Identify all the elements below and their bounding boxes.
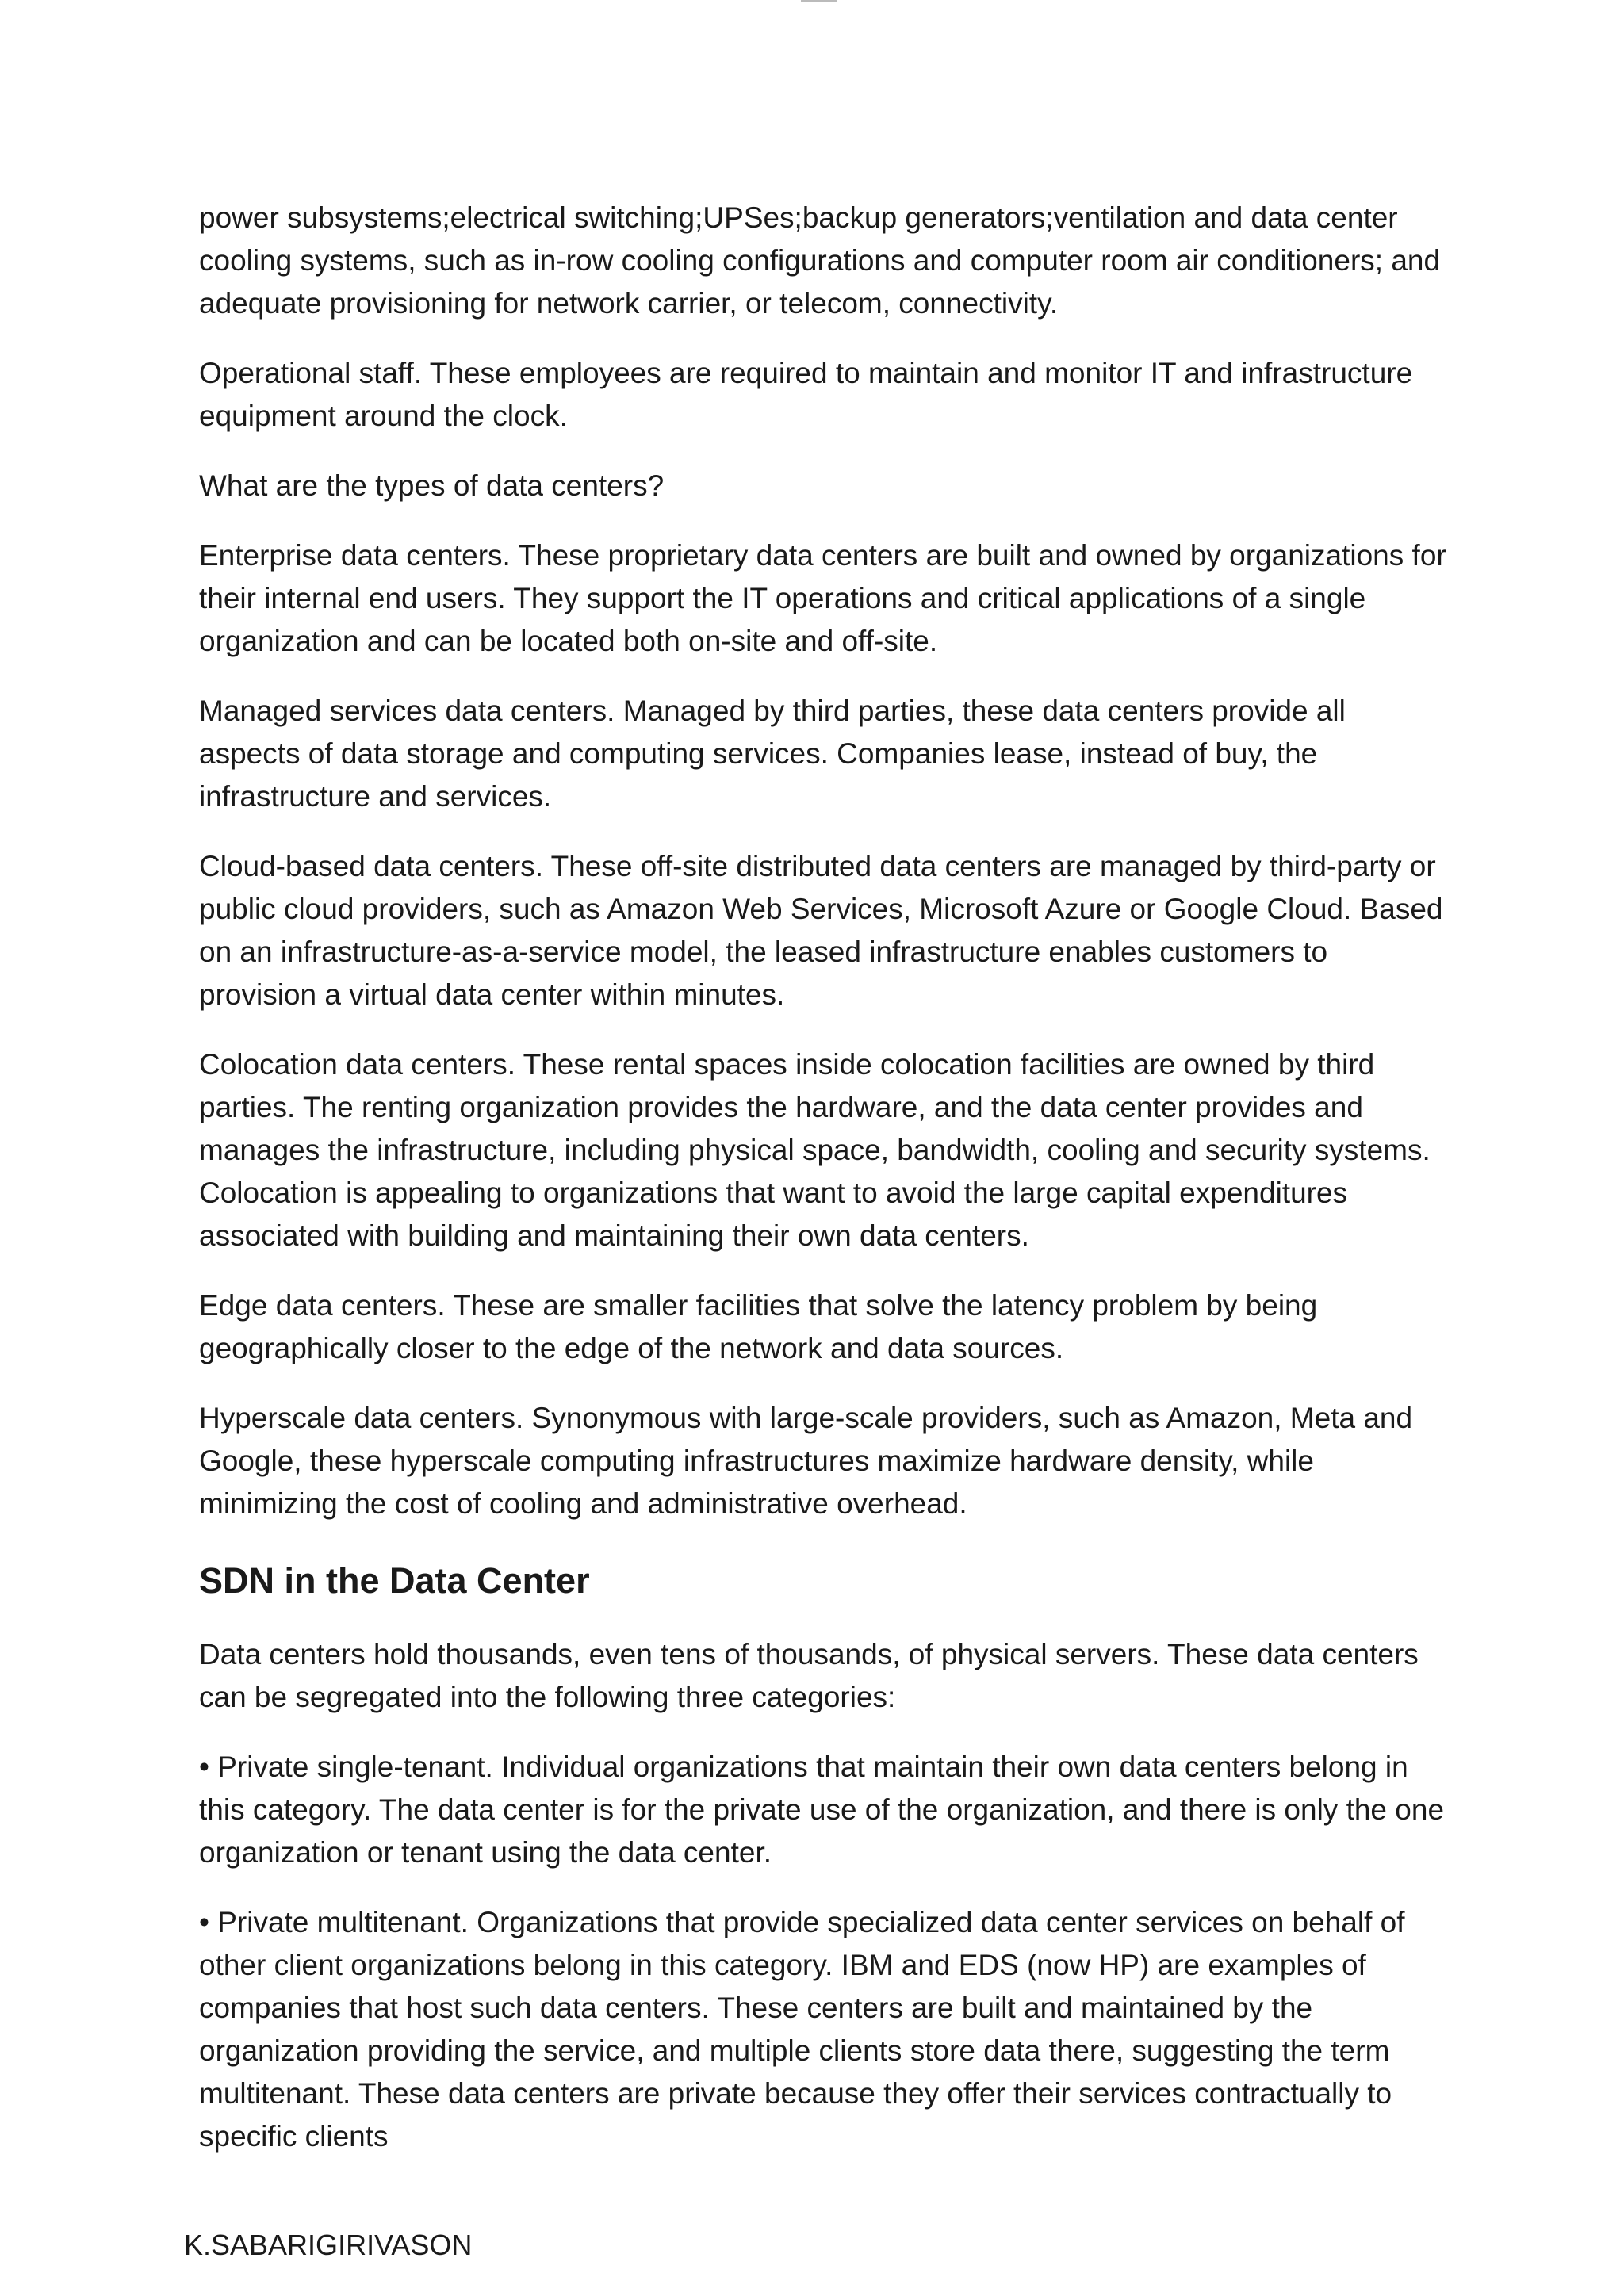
paragraph-managed-services: Managed services data centers. Managed by third parties, these data centers provide all aspects of data storage and computing services. Companies lease, instead of buy, the infrastructure and services.	[199, 695, 1346, 813]
document-body	[199, 197, 1448, 2185]
paragraph-colocation: Colocation data centers. These rental spaces inside colocation facilities are owned by third parties. The renting organization provides the hardware, and the data center provides and manages the infrastructure, including physical space, bandwidth, cooling and security systems. Colocation is appealing to organizations that want to avoid the large capital expenditures associated with building and maintaining their own data centers.	[199, 1048, 1431, 1252]
paragraph-enterprise-data-centers: Enterprise data centers. These proprietary data centers are built and owned by organizations for their internal end users. They support the IT operations and critical applications of a single organization and can be located both on-site and off-site.	[199, 539, 1446, 657]
paragraph-cloud-based: Cloud-based data centers. These off-site distributed data centers are managed by third-party or public cloud providers, such as Amazon Web Services, Microsoft Azure or Google Cloud. Based on an infrastructure-as-a-service model, the leased infrastructure enables customers to provision a virtual data center within minutes.	[199, 850, 1443, 1011]
paragraph-types-question: What are the types of data centers?	[199, 469, 665, 502]
paragraph-power-subsystems: power subsystems;electrical switching;UPSes;backup generators;ventilation and data center cooling systems, such as in-row cooling configurations and computer room air conditioners; and adequate provisioning for network carrier, or telecom, connectivity.	[199, 201, 1441, 320]
footer-author: K.SABARIGIRIVASON	[184, 2229, 473, 2261]
paragraph-hyperscale: Hyperscale data centers. Synonymous with large-scale providers, such as Amazon, Meta and Google, these hyperscale computing infrastructures maximize hardware density, while minimizing the cost of cooling and administrative overhead.	[199, 1402, 1413, 1520]
paragraph-sdn-intro: Data centers hold thousands, even tens of thousands, of physical servers. These data centers can be segregated into the following three categories:	[199, 1638, 1419, 1713]
list-item-private-multitenant: • Private multitenant. Organizations that provide specialized data center services on behalf of other client organizations belong in this category. IBM and EDS (now HP) are examples of companies that host such data centers. These centers are built and maintained by the organization providing the service, and multiple clients store data there, suggesting the term multitenant. These data centers are private because they offer their services contractually to specific clients	[199, 1906, 1405, 2152]
paragraph-edge: Edge data centers. These are smaller facilities that solve the latency problem by being geographically closer to the edge of the network and data sources.	[199, 1289, 1318, 1364]
top-header-mark	[801, 0, 837, 2]
paragraph-operational-staff: Operational staff. These employees are required to maintain and monitor IT and infrastructure equipment around the clock.	[199, 357, 1413, 432]
section-heading: SDN in the Data Center	[199, 1560, 590, 1601]
list-item-private-single-tenant: • Private single-tenant. Individual organizations that maintain their own data centers belong in this category. The data center is for the private use of the organization, and there is only the one organization or tenant using the data center.	[199, 1751, 1445, 1869]
